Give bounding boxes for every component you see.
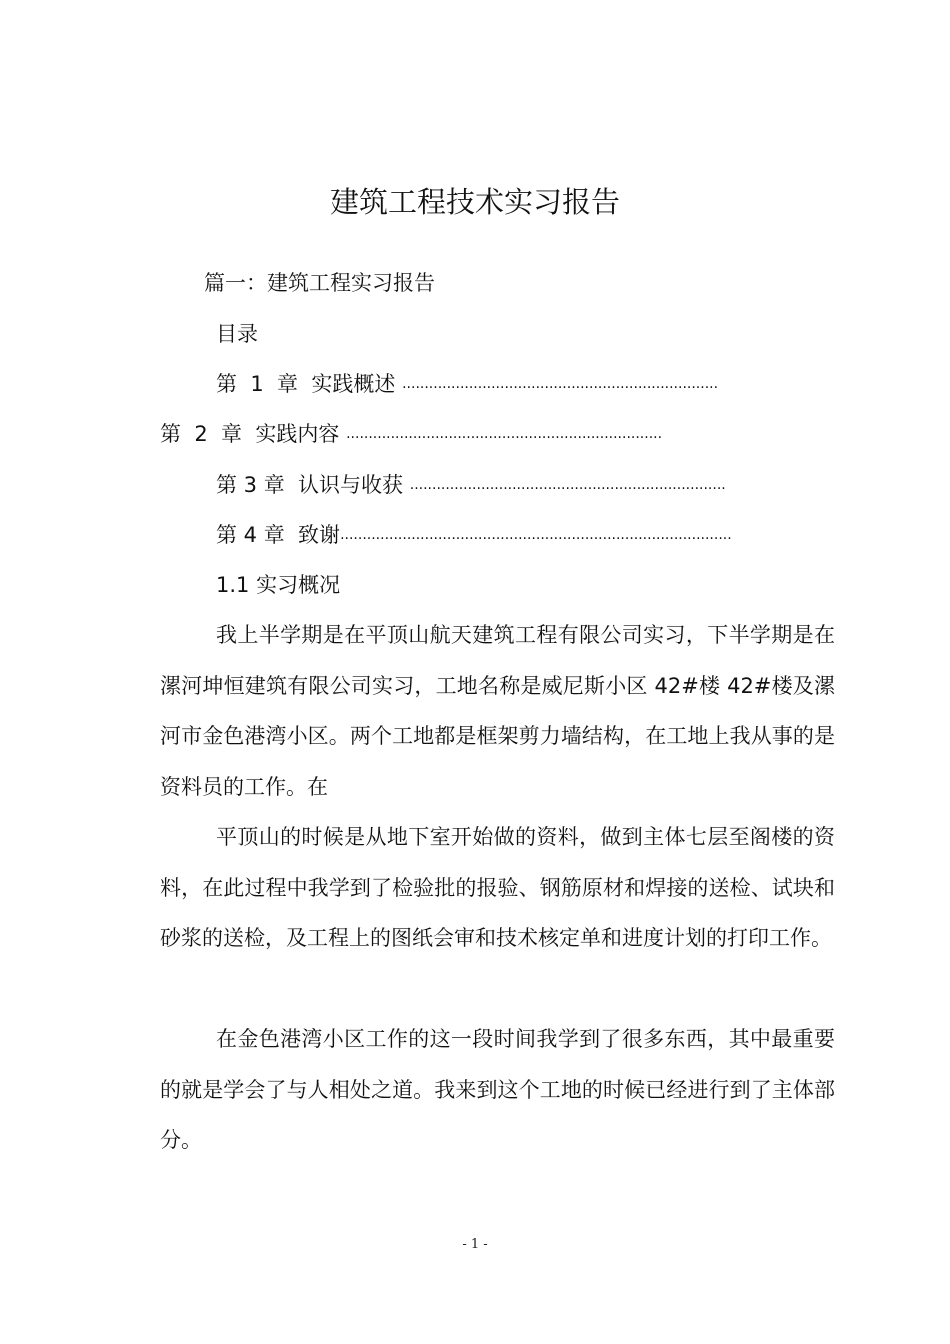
toc-leader-dots: .......................................................................: [402, 376, 719, 392]
toc-leader-dots: .......................................................................: [409, 477, 726, 493]
document-subtitle: 篇一：建筑工程实习报告: [204, 271, 435, 295]
toc-entry-label: 第 4 章 致谢: [216, 523, 341, 547]
body-paragraph: 在金色港湾小区工作的这一段时间我学到了很多东西，其中最重要的就是学会了与人相处之道。我来到这个工地的时候已经进行到了主体部分。: [160, 1027, 835, 1152]
toc-entry: [216, 520, 780, 550]
toc-entry-label: 第 1 章 实践概述: [216, 372, 403, 396]
toc-entry-label: 第 3 章 认识与收获: [216, 473, 410, 497]
body-paragraph: 平顶山的时候是从地下室开始做的资料，做到主体七层至阁楼的资料，在此过程中我学到了检验批的报验、钢筋原材和焊接的送检、试块和砂浆的送检，及工程上的图纸会审和技术核定单和进度计划的打印工作。: [160, 825, 835, 950]
toc-entry: [216, 470, 782, 500]
toc-leader-dots: ........................................................................................: [340, 527, 732, 543]
toc-entry-label: 第 2 章 实践内容: [160, 422, 347, 446]
toc-entry: [216, 369, 786, 399]
toc-leader-dots: .......................................................................: [346, 426, 663, 442]
toc-heading: 目录: [216, 322, 258, 346]
toc-entry: [160, 419, 730, 449]
document-title: 建筑工程技术实习报告: [329, 185, 620, 219]
body-paragraph: 我上半学期是在平顶山航天建筑工程有限公司实习，下半学期是在漯河坤恒建筑有限公司实习，工地名称是威尼斯小区 42#楼 42#楼及漯河市金色港湾小区。两个工地都是框架剪力墙结构，在工地上我从事的是资料员的工作。在: [160, 623, 835, 799]
page-number: - 1 -: [462, 1237, 488, 1252]
section-heading: 1.1 实习概况: [216, 573, 341, 597]
